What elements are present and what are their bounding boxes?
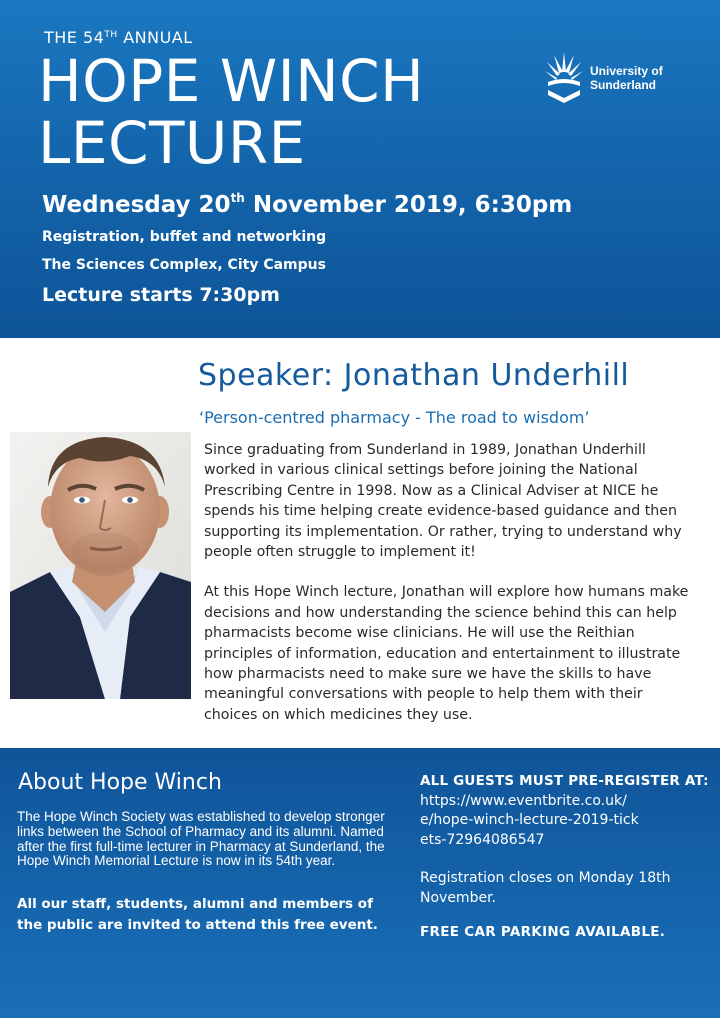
header-banner <box>0 0 720 338</box>
registration-line: Registration, buffet and networking <box>42 229 327 245</box>
parking-notice: FREE CAR PARKING AVAILABLE. <box>420 924 666 940</box>
about-body: The Hope Winch Society was established to develop stronger links between the School of Pharmacy and its alumni. Named after the first full-time lecturer in Pharmacy at Sunderland, the Hope Winch Memorial Lecture is now in its 54th year. <box>17 809 385 869</box>
speaker-heading: Speaker: Jonathan Underhill <box>198 358 630 393</box>
eventbrite-link[interactable]: https://www.eventbrite.co.uk/e/hope-winch-lecture-2019-tickets-72964086547 <box>420 792 639 848</box>
eyebrow-text: THE 54TH ANNUAL <box>44 28 193 47</box>
sunburst-logo-icon <box>544 50 584 108</box>
footer-banner <box>0 748 720 1018</box>
title-line-1: HOPE WINCH <box>38 47 425 115</box>
university-name: University of Sunderland <box>590 64 663 92</box>
registration-info <box>420 772 710 943</box>
about-heading: About Hope Winch <box>18 770 222 795</box>
event-title <box>38 47 425 177</box>
university-logo <box>544 50 694 110</box>
lecture-start-line: Lecture starts 7:30pm <box>42 284 280 306</box>
registration-closes: Registration closes on Monday 18th November. <box>420 870 671 906</box>
pre-register-notice: ALL GUESTS MUST PRE-REGISTER AT: <box>420 773 709 789</box>
event-date: Wednesday 20th November 2019, 6:30pm <box>42 191 573 218</box>
talk-title: ‘Person-centred pharmacy - The road to wisdom’ <box>199 408 590 427</box>
speaker-photo <box>10 432 191 699</box>
speaker-portrait-image <box>10 432 191 699</box>
venue-line: The Sciences Complex, City Campus <box>42 257 326 273</box>
about-invite: All our staff, students, alumni and members of the public are invited to attend this free event. <box>17 896 378 933</box>
speaker-bio <box>204 440 698 725</box>
bio-paragraph: Since graduating from Sunderland in 1989, Jonathan Underhill worked in various clinical settings before joining the National Prescribing Centre in 1998. Now as a Clinical Adviser at NICE he spends his time helping create evidence-based guidance and then supporting its implementation. Or rather, trying to understand why people often struggle to implement it! <box>204 442 682 561</box>
bio-paragraph: At this Hope Winch lecture, Jonathan will explore how humans make decisions and how understanding the science behind this can help pharmacists become wise clinicians. He will use the Reithian principles of information, education and entertainment to illustrate how pharmacists need to make sure we have the skills to have meaningful conversations with people to help them with their choices on which medicines they use. <box>204 584 689 723</box>
title-line-2: LECTURE <box>38 109 306 177</box>
